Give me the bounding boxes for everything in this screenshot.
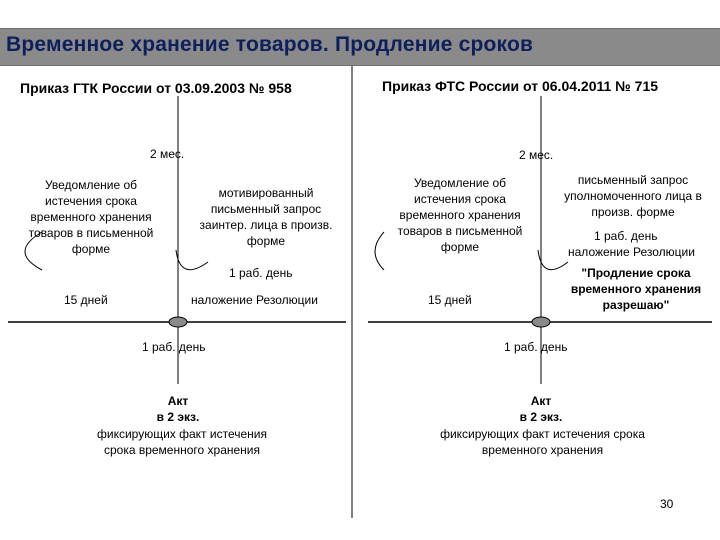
left-day-label: 1 раб. день (229, 266, 293, 280)
left-days15-label: 15 дней (64, 293, 108, 307)
right-act-title-1: Акт (530, 394, 552, 408)
left-act-title-1: Акт (167, 394, 189, 408)
right-period-label: 2 мес. (519, 148, 554, 162)
left-resolution-label: наложение Резолюции (191, 293, 318, 307)
slide-title: Временное хранение товаров. Продление сроков (6, 33, 534, 56)
right-day-label: 1 раб. день (594, 229, 658, 243)
left-arc-2 (176, 250, 208, 270)
left-request-text: мотивированный письменный запрос заинтер. лица в произв. форме (199, 186, 333, 248)
left-act-title-2: в 2 экз. (156, 410, 200, 424)
right-order-title: Приказ ФТС России от 06.04.2011 № 715 (382, 78, 659, 94)
left-act-description: фиксирующих факт истечения срока временного хранения (97, 427, 267, 457)
left-marker (169, 317, 187, 327)
left-notice-text: Уведомление об истечения срока временного хранения товаров в письменной форме (28, 178, 154, 256)
right-resolution-label: наложение Резолюции (568, 245, 695, 259)
right-day-label-bottom: 1 раб. день (504, 340, 568, 354)
left-order-title: Приказ ГТК России от 03.09.2003 № 958 (20, 80, 292, 96)
right-act-title-2: в 2 экз. (519, 410, 563, 424)
page-number: 30 (660, 497, 674, 511)
left-period-label: 2 мес. (150, 147, 185, 161)
right-notice-text: Уведомление об истечения срока временного хранения товаров в письменной форме (397, 176, 523, 254)
right-arc-1 (375, 232, 384, 270)
right-resolution-quote: "Продление срока временного хранения разрешаю" (570, 266, 702, 312)
right-act-description: фиксирующих факт истечения срока временного хранения (440, 427, 645, 457)
left-day-label-bottom: 1 раб. день (142, 340, 206, 354)
right-request-text: письменный запрос уполномоченного лица в произв. форме (564, 173, 702, 219)
right-marker (532, 317, 550, 327)
right-days15-label: 15 дней (428, 293, 472, 307)
